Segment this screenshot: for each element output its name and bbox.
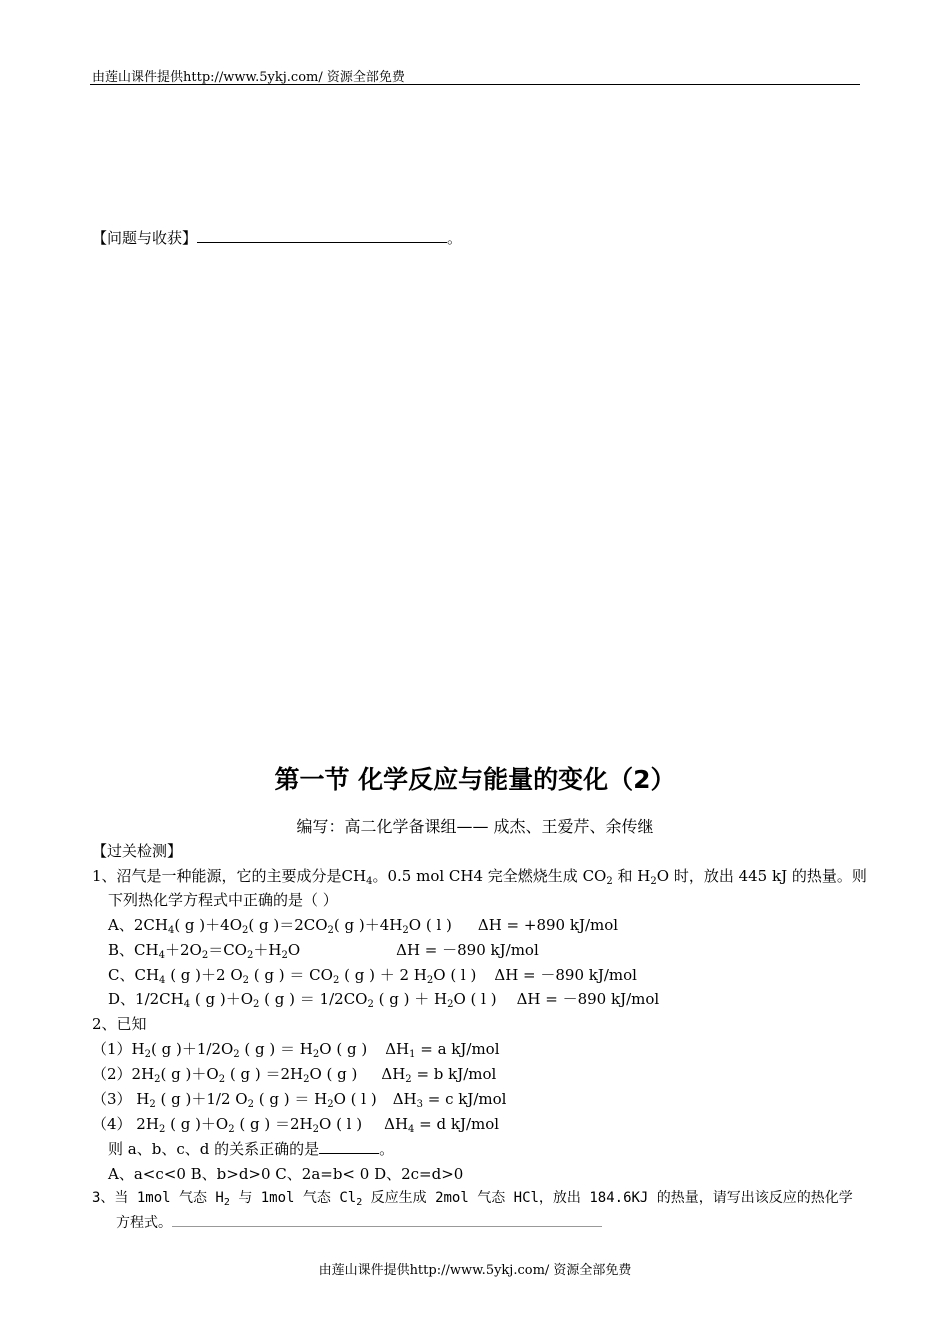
option-1b: B、$CH_4+2O_2=CO_2+H_2O$ ΔH = －890 kJ/mol — [108, 941, 539, 961]
answer-line[interactable] — [172, 1214, 602, 1227]
question-2-options: A、a<c<0 B、b>d>0 C、2a=b< 0 D、2c=d>0 — [108, 1165, 464, 1183]
question-3-line-1: 3、当 1mol 气态 $H_2$ 与 1mol 气态 $Cl_2$ 反应生成 2mol 气态 HCl，放出 184.6KJ 的热量，请写出该反应的热化学 — [92, 1190, 853, 1208]
reflection-blank[interactable] — [197, 228, 447, 243]
equation-2: $(2)2H_2$( g )$+O_2$ ( g ) $=2H_2O$ ( g ) $\Delta H_2 = b$ kJ/mol — [92, 1065, 497, 1085]
option-1d: D、$1/2CH_4$ ( g )$+O_2$ ( g ) ＝ $1/2CO_2$ ( g ) ＋ $H_2O$ ( l ) ΔH = －890 kJ/mol — [108, 990, 660, 1010]
section-heading: 【过关检测】 — [92, 842, 183, 860]
question-2-ask: 则 a、b、c、d 的关系正确的是 。 — [108, 1140, 395, 1158]
page-footer: 由莲山课件提供http://www.5ykj.com/ 资源全部免费 — [318, 1263, 632, 1278]
option-1a: A、$2CH_4$( g )$+4O_2$( g )$=2CO_2$( g )$+4H_2O$ ( l ) ΔH = +890 kJ/mol — [108, 916, 619, 936]
question-1-line-2: 下列热化学方程式中正确的是（ ） — [108, 891, 338, 909]
question-2-intro: 2、已知 — [92, 1015, 147, 1033]
equation-4: （4） $2H_2$ ( g )$+O_2$ ( g ) $=2H_2O$ ( l ) $\Delta H_4 = d$ kJ/mol — [92, 1115, 500, 1135]
reflection-label: 【问题与收获】 — [92, 229, 198, 247]
page-title: 第一节 化学反应与能量的变化（2） — [274, 765, 676, 794]
reflection-prompt: 【问题与收获】 。 — [92, 229, 463, 247]
equation-3: （3） $H_2$ ( g )＋1/2 $O_2$ ( g ) ＝ $H_2O$ ( l ) $\Delta H_3 = c$ kJ/mol — [92, 1090, 507, 1110]
author-line: 编写：高二化学备课组—— 成杰、王爱芹、余传继 — [296, 817, 654, 836]
page-header: 由莲山课件提供http://www.5ykj.com/ 资源全部免费 — [92, 70, 405, 85]
option-1c: C、$CH_4$ ( g )＋2 $O_2$ ( g ) ＝ $CO_2$ ( g ) ＋ 2 $H_2O$ ( l ) ΔH = －890 kJ/mol — [108, 966, 637, 986]
answer-blank[interactable] — [319, 1141, 379, 1154]
header-divider — [90, 84, 860, 85]
question-1-line-1: 1、沼气是一种能源，它的主要成分是$CH_4$。0.5 mol CH4 完全燃烧生成 $CO_2$ 和 $H_2O$ 时，放出 445 kJ 的热量。则 — [92, 867, 867, 887]
equation-1: $(1)H_2$( g )$+1/2O_2$ ( g ) ＝ $H_2O$ ( g ) $\Delta H_1 = a$ kJ/mol — [92, 1040, 500, 1060]
question-3-line-2: 方程式。 — [116, 1212, 602, 1232]
